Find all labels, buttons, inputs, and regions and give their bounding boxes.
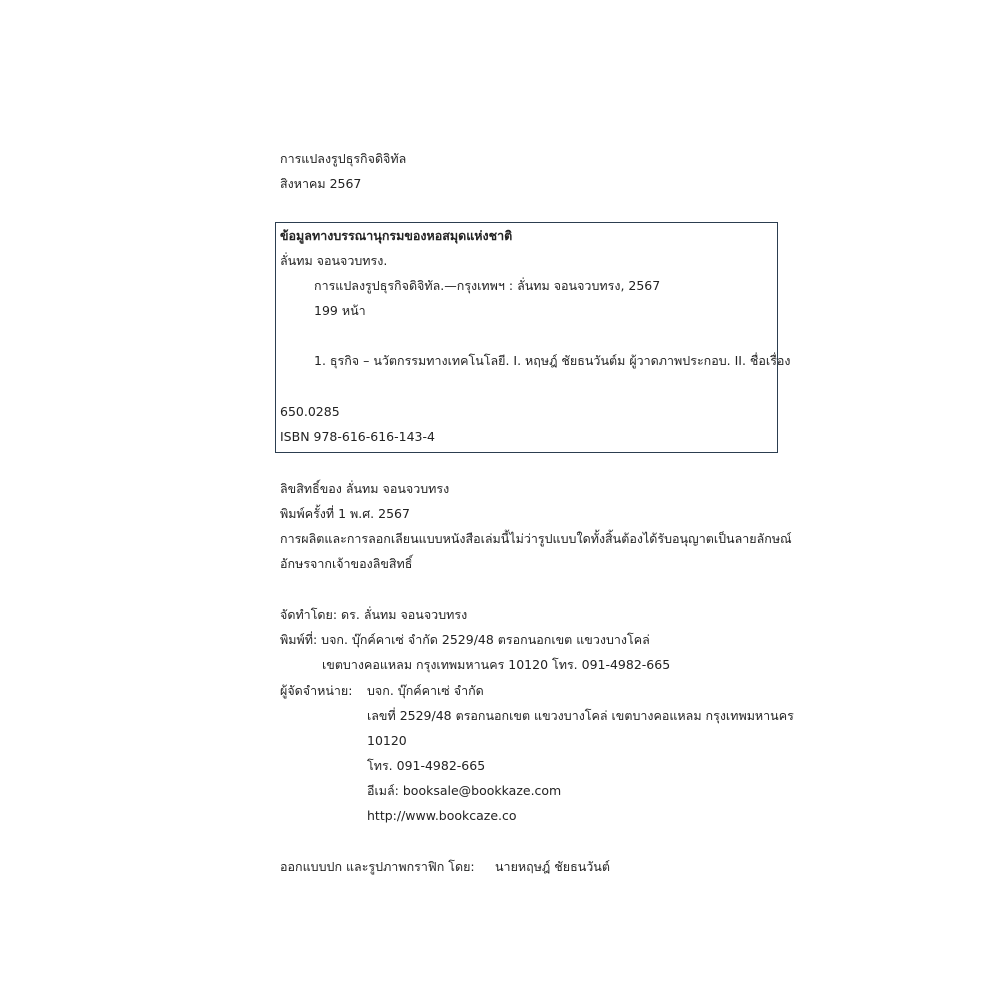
copyright-notice-line2: อักษรจากเจ้าของลิขสิทธิ์	[280, 556, 413, 571]
distributor-address1: เลขที่ 2529/48 ตรอกนอกเขต แขวงบางโคล่ เขตบางคอแหลม กรุงเทพมหานคร	[367, 708, 794, 723]
cip-classification: 650.0285	[280, 404, 340, 419]
design-credit-label: ออกแบบปก และรูปภาพกราฟิก โดย:	[280, 859, 475, 874]
printed-at-line1: พิมพ์ที่: บจก. บุ๊กค์คาเซ่ จำกัด 2529/48 ตรอกนอกเขต แขวงบางโคล่	[280, 632, 650, 647]
distributor-email[interactable]: อีเมล์: booksale@bookkaze.com	[367, 783, 562, 798]
distributor-address2: 10120	[367, 733, 407, 748]
printed-at-line2: เขตบางคอแหลม กรุงเทพมหานคร 10120 โทร. 091-4982-665	[322, 657, 671, 672]
cip-isbn: ISBN 978-616-616-143-4	[280, 429, 435, 444]
book-title: การแปลงรูปธุรกิจดิจิทัล	[280, 151, 407, 166]
produced-by: จัดทำโดย: ดร. ลั่นทม จอนจวบทรง	[280, 607, 468, 622]
distributor-label: ผู้จัดจำหน่าย:	[280, 683, 353, 698]
distributor-website[interactable]: http://www.bookcaze.co	[367, 808, 517, 823]
copyright-owner: ลิขสิทธิ์ของ ลั่นทม จอนจวบทรง	[280, 481, 450, 496]
cip-title-line: การแปลงรูปธุรกิจดิจิทัล.—กรุงเทพฯ : ลั่นทม จอนจวบทรง, 2567	[314, 278, 661, 293]
design-credit-name: นายหฤษฎ์ ชัยธนวันต์	[495, 859, 610, 874]
cip-author: ลั่นทม จอนจวบทรง.	[280, 253, 388, 268]
edition-line: พิมพ์ครั้งที่ 1 พ.ศ. 2567	[280, 506, 410, 521]
distributor-name: บจก. บุ๊กค์คาเซ่ จำกัด	[367, 683, 484, 698]
distributor-phone: โทร. 091-4982-665	[367, 758, 486, 773]
cip-subject-line: 1. ธุรกิจ – นวัตกรรมทางเทคโนโลยี. I. หฤษฎ์ ชัยธนวันต์ม ผู้วาดภาพประกอบ. II. ชื่อเรื่อง	[314, 353, 791, 368]
cip-heading: ข้อมูลทางบรรณานุกรมของหอสมุดแห่งชาติ	[280, 228, 513, 243]
copyright-notice-line1: การผลิตและการลอกเลียนแบบหนังสือเล่มนี้ไม่ว่ารูปแบบใดทั้งสิ้นต้องได้รับอนุญาตเป็นลายลักษณ์	[280, 531, 792, 546]
publication-date: สิงหาคม 2567	[280, 176, 362, 191]
cip-pages: 199 หน้า	[314, 303, 366, 318]
